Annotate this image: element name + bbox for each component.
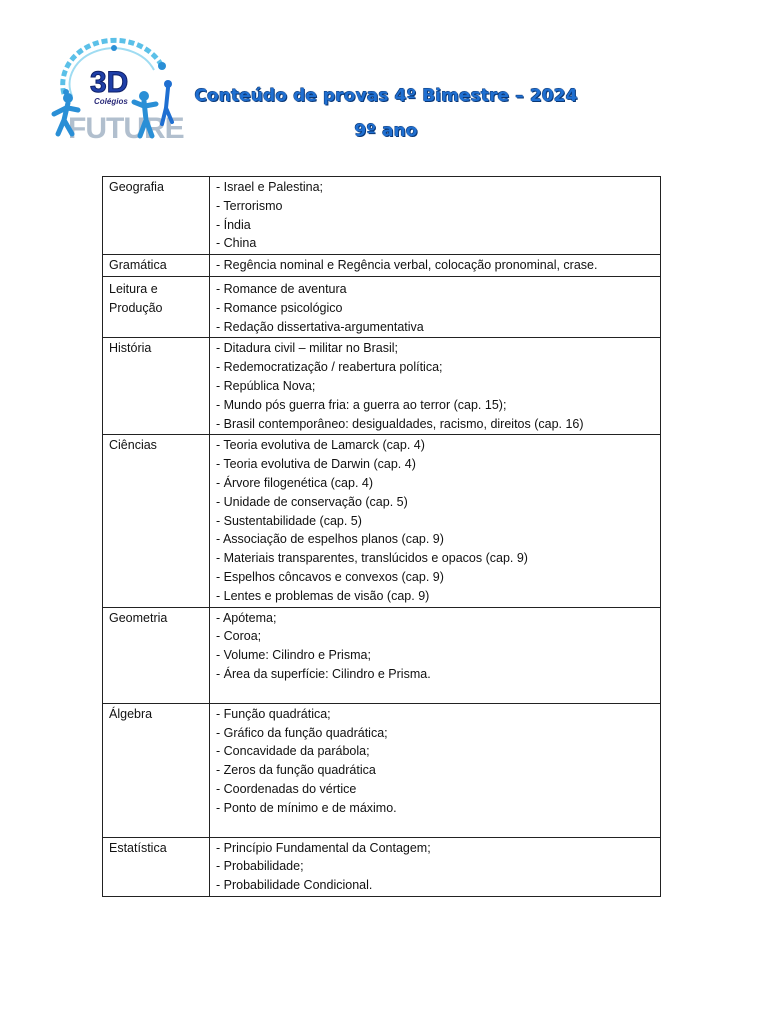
logo-colegios-text: Colégios — [94, 97, 128, 106]
topic-item: - Coroa; — [216, 629, 262, 644]
topics-cell — [210, 837, 661, 896]
topic-item: - Associação de espelhos planos (cap. 9) — [216, 532, 444, 547]
topic-item: - Terrorismo — [216, 198, 283, 213]
topic-item: - Brasil contemporâneo: desigualdades, racismo, direitos (cap. 16) — [216, 416, 584, 431]
topics-cell — [210, 338, 661, 435]
page-title: Conteúdo de provas 4º Bimestre – 2024 — [194, 86, 578, 106]
topics-cell — [210, 276, 661, 337]
topics-cell — [210, 703, 661, 837]
subject-cell: Geografia — [103, 177, 210, 255]
table-row — [103, 435, 661, 607]
table-body — [103, 177, 661, 897]
topic-item: - Função quadrática; — [216, 706, 331, 721]
topic-item: - Mundo pós guerra fria: a guerra ao terror (cap. 15); — [216, 397, 507, 412]
topic-item: - Unidade de conservação (cap. 5) — [216, 494, 408, 509]
topic-item: - Teoria evolutiva de Lamarck (cap. 4) — [216, 438, 425, 453]
topic-item: - Árvore filogenética (cap. 4) — [216, 475, 374, 490]
topic-item: - Concavidade da parábola; — [216, 744, 370, 759]
topic-item: - Área da superfície: Cilindro e Prisma. — [216, 666, 431, 681]
topic-item: - Lentes e problemas de visão (cap. 9) — [216, 588, 430, 603]
subject-cell: Leitura e Produção — [103, 276, 210, 337]
subject-cell: Gramática — [103, 255, 210, 277]
topic-item: - Princípio Fundamental da Contagem; — [216, 840, 431, 855]
table-row — [103, 177, 661, 255]
topic-item: - Gráfico da função quadrática; — [216, 725, 388, 740]
table-row — [103, 338, 661, 435]
table-row — [103, 607, 661, 703]
topic-item: - Apótema; — [216, 610, 277, 625]
subject-cell: Álgebra — [103, 703, 210, 837]
topic-item: - Zeros da função quadrática — [216, 763, 376, 778]
page-header — [0, 86, 768, 141]
topic-item: - China — [216, 236, 257, 251]
topic-item: - Índia — [216, 217, 251, 232]
subject-cell: Geometria — [103, 607, 210, 703]
topic-item: - Sustentabilidade (cap. 5) — [216, 513, 362, 528]
table-row — [103, 255, 661, 277]
topic-item: - Volume: Cilindro e Prisma; — [216, 648, 371, 663]
topic-item: - Ponto de mínimo e de máximo. — [216, 800, 397, 815]
topic-item: - Romance de aventura — [216, 281, 347, 296]
topic-item: - Coordenadas do vértice — [216, 781, 357, 796]
topic-item: - Probabilidade; — [216, 859, 304, 874]
topics-cell — [210, 177, 661, 255]
logo-future-text: FUTURE — [68, 112, 184, 145]
table-row — [103, 703, 661, 837]
subject-cell: Estatística — [103, 837, 210, 896]
subject-cell: Ciências — [103, 435, 210, 607]
topic-item: - Romance psicológico — [216, 300, 343, 315]
topic-item: - Materiais transparentes, translúcidos e opacos (cap. 9) — [216, 551, 528, 566]
topic-item: - Teoria evolutiva de Darwin (cap. 4) — [216, 457, 416, 472]
exam-content-table — [102, 176, 661, 897]
topic-item: - Israel e Palestina; — [216, 180, 323, 194]
topics-cell — [210, 607, 661, 703]
topic-item: - República Nova; — [216, 378, 316, 393]
topics-cell — [210, 435, 661, 607]
topic-item: - Regência nominal e Regência verbal, colocação pronominal, crase. — [216, 258, 598, 273]
topic-item: - Redemocratização / reabertura política; — [216, 360, 443, 375]
topic-item: - Ditadura civil – militar no Brasil; — [216, 341, 398, 356]
table-row — [103, 837, 661, 896]
logo-3d-text: 3D — [90, 66, 129, 99]
page-subtitle: 9º ano — [354, 121, 418, 141]
subject-cell: História — [103, 338, 210, 435]
topic-item: - Redação dissertativa-argumentativa — [216, 319, 424, 334]
topic-item: - Espelhos côncavos e convexos (cap. 9) — [216, 569, 444, 584]
topics-cell — [210, 255, 661, 277]
table-row — [103, 276, 661, 337]
topic-item: - Probabilidade Condicional. — [216, 878, 373, 893]
